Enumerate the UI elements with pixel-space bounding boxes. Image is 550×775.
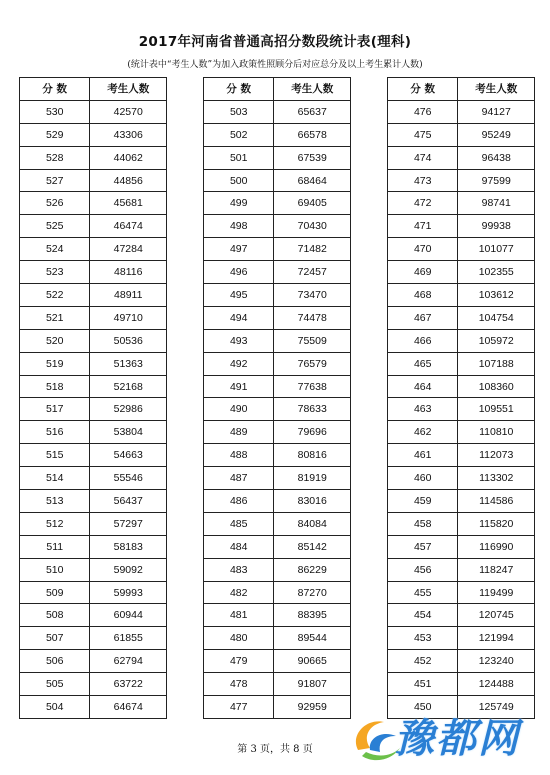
score-cell: 473 <box>388 169 458 192</box>
count-cell: 97599 <box>458 169 535 192</box>
score-cell: 489 <box>204 421 274 444</box>
score-cell: 470 <box>388 238 458 261</box>
count-cell: 49710 <box>90 306 167 329</box>
page-subtitle: (统计表中“考生人数”为加入政策性照顾分后对应总分及以上考生累计人数) <box>127 60 423 70</box>
table-row <box>20 535 167 558</box>
count-cell: 55546 <box>90 467 167 490</box>
count-cell: 44062 <box>90 146 167 169</box>
table-row <box>204 284 351 307</box>
score-cell: 472 <box>388 192 458 215</box>
score-cell: 457 <box>388 535 458 558</box>
page-title: 2017年河南省普通高招分数段统计表(理科) <box>138 34 412 50</box>
table-row <box>388 467 535 490</box>
score-cell: 506 <box>20 650 90 673</box>
header-score: 分 数 <box>20 78 90 101</box>
score-cell: 466 <box>388 329 458 352</box>
score-cell: 499 <box>204 192 274 215</box>
table-row <box>20 261 167 284</box>
count-cell: 78633 <box>274 398 351 421</box>
count-cell: 81919 <box>274 467 351 490</box>
table-row <box>204 375 351 398</box>
table-row <box>20 146 167 169</box>
table-row <box>388 215 535 238</box>
count-cell: 104754 <box>458 306 535 329</box>
count-cell: 109551 <box>458 398 535 421</box>
score-cell: 480 <box>204 627 274 650</box>
score-cell: 529 <box>20 123 90 146</box>
count-cell: 87270 <box>274 581 351 604</box>
table-row <box>204 673 351 696</box>
table-row <box>20 604 167 627</box>
count-cell: 52986 <box>90 398 167 421</box>
count-cell: 53804 <box>90 421 167 444</box>
table-row <box>204 261 351 284</box>
count-cell: 62794 <box>90 650 167 673</box>
table-row <box>204 512 351 535</box>
count-cell: 113302 <box>458 467 535 490</box>
score-cell: 481 <box>204 604 274 627</box>
table-row <box>20 467 167 490</box>
count-cell: 48116 <box>90 261 167 284</box>
count-cell: 57297 <box>90 512 167 535</box>
table-row <box>20 490 167 513</box>
count-cell: 54663 <box>90 444 167 467</box>
table-row <box>388 581 535 604</box>
count-cell: 120745 <box>458 604 535 627</box>
table-row <box>204 558 351 581</box>
table-row <box>388 398 535 421</box>
score-cell: 518 <box>20 375 90 398</box>
score-cell: 478 <box>204 673 274 696</box>
page-footer: 第 3 页，共 8 页 <box>237 744 313 755</box>
count-cell: 50536 <box>90 329 167 352</box>
count-cell: 65637 <box>274 100 351 123</box>
count-cell: 79696 <box>274 421 351 444</box>
score-cell: 523 <box>20 261 90 284</box>
table-row <box>20 375 167 398</box>
score-cell: 502 <box>204 123 274 146</box>
table-row <box>388 123 535 146</box>
count-cell: 46474 <box>90 215 167 238</box>
score-cell: 462 <box>388 421 458 444</box>
count-cell: 96438 <box>458 146 535 169</box>
count-cell: 44856 <box>90 169 167 192</box>
table-row <box>388 284 535 307</box>
table-row <box>20 238 167 261</box>
count-cell: 70430 <box>274 215 351 238</box>
table-row <box>204 444 351 467</box>
score-cell: 516 <box>20 421 90 444</box>
table-row <box>388 329 535 352</box>
score-cell: 520 <box>20 329 90 352</box>
count-cell: 71482 <box>274 238 351 261</box>
score-cell: 497 <box>204 238 274 261</box>
count-cell: 66578 <box>274 123 351 146</box>
table-row <box>20 329 167 352</box>
score-cell: 460 <box>388 467 458 490</box>
count-cell: 125749 <box>458 696 535 719</box>
count-cell: 61855 <box>90 627 167 650</box>
score-cell: 508 <box>20 604 90 627</box>
count-cell: 80816 <box>274 444 351 467</box>
count-cell: 98741 <box>458 192 535 215</box>
score-cell: 483 <box>204 558 274 581</box>
score-cell: 482 <box>204 581 274 604</box>
score-cell: 501 <box>204 146 274 169</box>
table-row <box>204 123 351 146</box>
table-row <box>204 192 351 215</box>
count-cell: 115820 <box>458 512 535 535</box>
table-row <box>388 192 535 215</box>
count-cell: 86229 <box>274 558 351 581</box>
score-cell: 509 <box>20 581 90 604</box>
table-row <box>204 215 351 238</box>
count-cell: 112073 <box>458 444 535 467</box>
score-cell: 491 <box>204 375 274 398</box>
score-cell: 493 <box>204 329 274 352</box>
count-cell: 101077 <box>458 238 535 261</box>
score-cell: 507 <box>20 627 90 650</box>
table-row <box>388 421 535 444</box>
count-cell: 73470 <box>274 284 351 307</box>
count-cell: 77638 <box>274 375 351 398</box>
count-cell: 105972 <box>458 329 535 352</box>
table-row <box>204 306 351 329</box>
score-cell: 500 <box>204 169 274 192</box>
count-cell: 69405 <box>274 192 351 215</box>
table-row <box>204 169 351 192</box>
count-cell: 74478 <box>274 306 351 329</box>
table-row <box>20 696 167 719</box>
score-cell: 463 <box>388 398 458 421</box>
table-row <box>204 421 351 444</box>
count-cell: 107188 <box>458 352 535 375</box>
score-cell: 492 <box>204 352 274 375</box>
score-cell: 496 <box>204 261 274 284</box>
table-row <box>20 627 167 650</box>
count-cell: 95249 <box>458 123 535 146</box>
count-cell: 76579 <box>274 352 351 375</box>
table-row <box>20 398 167 421</box>
score-cell: 479 <box>204 650 274 673</box>
table-row <box>388 146 535 169</box>
table-row <box>204 490 351 513</box>
score-cell: 467 <box>388 306 458 329</box>
score-cell: 517 <box>20 398 90 421</box>
table-row <box>388 604 535 627</box>
count-cell: 102355 <box>458 261 535 284</box>
score-cell: 453 <box>388 627 458 650</box>
count-cell: 48911 <box>90 284 167 307</box>
score-cell: 522 <box>20 284 90 307</box>
table-row <box>20 306 167 329</box>
count-cell: 121994 <box>458 627 535 650</box>
score-cell: 458 <box>388 512 458 535</box>
header-count: 考生人数 <box>274 78 351 101</box>
table-row <box>204 352 351 375</box>
score-cell: 510 <box>20 558 90 581</box>
table-row <box>388 306 535 329</box>
score-cell: 511 <box>20 535 90 558</box>
count-cell: 85142 <box>274 535 351 558</box>
count-cell: 116990 <box>458 535 535 558</box>
score-cell: 452 <box>388 650 458 673</box>
count-cell: 103612 <box>458 284 535 307</box>
score-cell: 525 <box>20 215 90 238</box>
count-cell: 72457 <box>274 261 351 284</box>
table-row <box>20 123 167 146</box>
count-cell: 47284 <box>90 238 167 261</box>
score-cell: 461 <box>388 444 458 467</box>
count-cell: 88395 <box>274 604 351 627</box>
score-cell: 486 <box>204 490 274 513</box>
count-cell: 59092 <box>90 558 167 581</box>
score-cell: 487 <box>204 467 274 490</box>
score-cell: 476 <box>388 100 458 123</box>
score-cell: 465 <box>388 352 458 375</box>
score-cell: 524 <box>20 238 90 261</box>
score-cell: 454 <box>388 604 458 627</box>
table-row <box>20 352 167 375</box>
score-cell: 471 <box>388 215 458 238</box>
score-cell: 526 <box>20 192 90 215</box>
count-cell: 119499 <box>458 581 535 604</box>
table-row <box>388 558 535 581</box>
score-cell: 485 <box>204 512 274 535</box>
table-row <box>204 604 351 627</box>
score-cell: 515 <box>20 444 90 467</box>
count-cell: 90665 <box>274 650 351 673</box>
header-score: 分 数 <box>204 78 274 101</box>
score-cell: 498 <box>204 215 274 238</box>
score-cell: 459 <box>388 490 458 513</box>
table-row <box>20 100 167 123</box>
table-row <box>388 512 535 535</box>
table-row <box>388 169 535 192</box>
score-cell: 484 <box>204 535 274 558</box>
table-row <box>20 284 167 307</box>
score-cell: 475 <box>388 123 458 146</box>
table-row <box>204 696 351 719</box>
score-cell: 530 <box>20 100 90 123</box>
table-row <box>204 100 351 123</box>
count-cell: 58183 <box>90 535 167 558</box>
score-cell: 474 <box>388 146 458 169</box>
count-cell: 123240 <box>458 650 535 673</box>
table-row <box>20 215 167 238</box>
table-row <box>388 673 535 696</box>
table-row <box>204 535 351 558</box>
count-cell: 84084 <box>274 512 351 535</box>
table-row <box>388 535 535 558</box>
count-cell: 42570 <box>90 100 167 123</box>
score-cell: 521 <box>20 306 90 329</box>
score-cell: 477 <box>204 696 274 719</box>
score-cell: 468 <box>388 284 458 307</box>
table-row <box>204 398 351 421</box>
table-row <box>20 650 167 673</box>
count-cell: 52168 <box>90 375 167 398</box>
table-row <box>20 581 167 604</box>
score-cell: 488 <box>204 444 274 467</box>
table-row <box>20 169 167 192</box>
table-row <box>20 192 167 215</box>
table-row <box>204 581 351 604</box>
score-cell: 494 <box>204 306 274 329</box>
table-row <box>388 261 535 284</box>
count-cell: 83016 <box>274 490 351 513</box>
score-table-3 <box>387 77 535 719</box>
count-cell: 75509 <box>274 329 351 352</box>
table-row <box>204 627 351 650</box>
score-cell: 469 <box>388 261 458 284</box>
header-score: 分 数 <box>388 78 458 101</box>
count-cell: 91807 <box>274 673 351 696</box>
table-row <box>204 238 351 261</box>
count-cell: 68464 <box>274 169 351 192</box>
table-row <box>204 650 351 673</box>
table-row <box>388 490 535 513</box>
count-cell: 92959 <box>274 696 351 719</box>
count-cell: 63722 <box>90 673 167 696</box>
count-cell: 56437 <box>90 490 167 513</box>
count-cell: 108360 <box>458 375 535 398</box>
score-cell: 504 <box>20 696 90 719</box>
table-row <box>20 444 167 467</box>
table-row <box>20 673 167 696</box>
score-cell: 512 <box>20 512 90 535</box>
score-cell: 527 <box>20 169 90 192</box>
count-cell: 43306 <box>90 123 167 146</box>
table-row <box>388 352 535 375</box>
count-cell: 99938 <box>458 215 535 238</box>
count-cell: 59993 <box>90 581 167 604</box>
table-row <box>204 467 351 490</box>
table-row <box>388 238 535 261</box>
table-row <box>388 100 535 123</box>
header-count: 考生人数 <box>458 78 535 101</box>
score-cell: 519 <box>20 352 90 375</box>
count-cell: 67539 <box>274 146 351 169</box>
table-row <box>204 329 351 352</box>
score-cell: 495 <box>204 284 274 307</box>
count-cell: 124488 <box>458 673 535 696</box>
score-cell: 528 <box>20 146 90 169</box>
score-cell: 513 <box>20 490 90 513</box>
header-count: 考生人数 <box>90 78 167 101</box>
score-cell: 456 <box>388 558 458 581</box>
count-cell: 114586 <box>458 490 535 513</box>
table-row <box>20 558 167 581</box>
table-row <box>20 421 167 444</box>
score-cell: 514 <box>20 467 90 490</box>
count-cell: 60944 <box>90 604 167 627</box>
table-row <box>20 512 167 535</box>
score-table-1 <box>19 77 167 719</box>
table-row <box>388 444 535 467</box>
score-cell: 451 <box>388 673 458 696</box>
site-logo <box>348 710 543 768</box>
table-row <box>388 627 535 650</box>
score-table-2 <box>203 77 351 719</box>
count-cell: 45681 <box>90 192 167 215</box>
score-cell: 455 <box>388 581 458 604</box>
logo-text: 豫都网 <box>394 716 520 762</box>
count-cell: 64674 <box>90 696 167 719</box>
score-cell: 503 <box>204 100 274 123</box>
count-cell: 94127 <box>458 100 535 123</box>
table-row <box>388 375 535 398</box>
count-cell: 51363 <box>90 352 167 375</box>
count-cell: 118247 <box>458 558 535 581</box>
score-cell: 505 <box>20 673 90 696</box>
score-cell: 450 <box>388 696 458 719</box>
count-cell: 110810 <box>458 421 535 444</box>
score-cell: 464 <box>388 375 458 398</box>
table-row <box>388 650 535 673</box>
score-cell: 490 <box>204 398 274 421</box>
count-cell: 89544 <box>274 627 351 650</box>
table-row <box>204 146 351 169</box>
